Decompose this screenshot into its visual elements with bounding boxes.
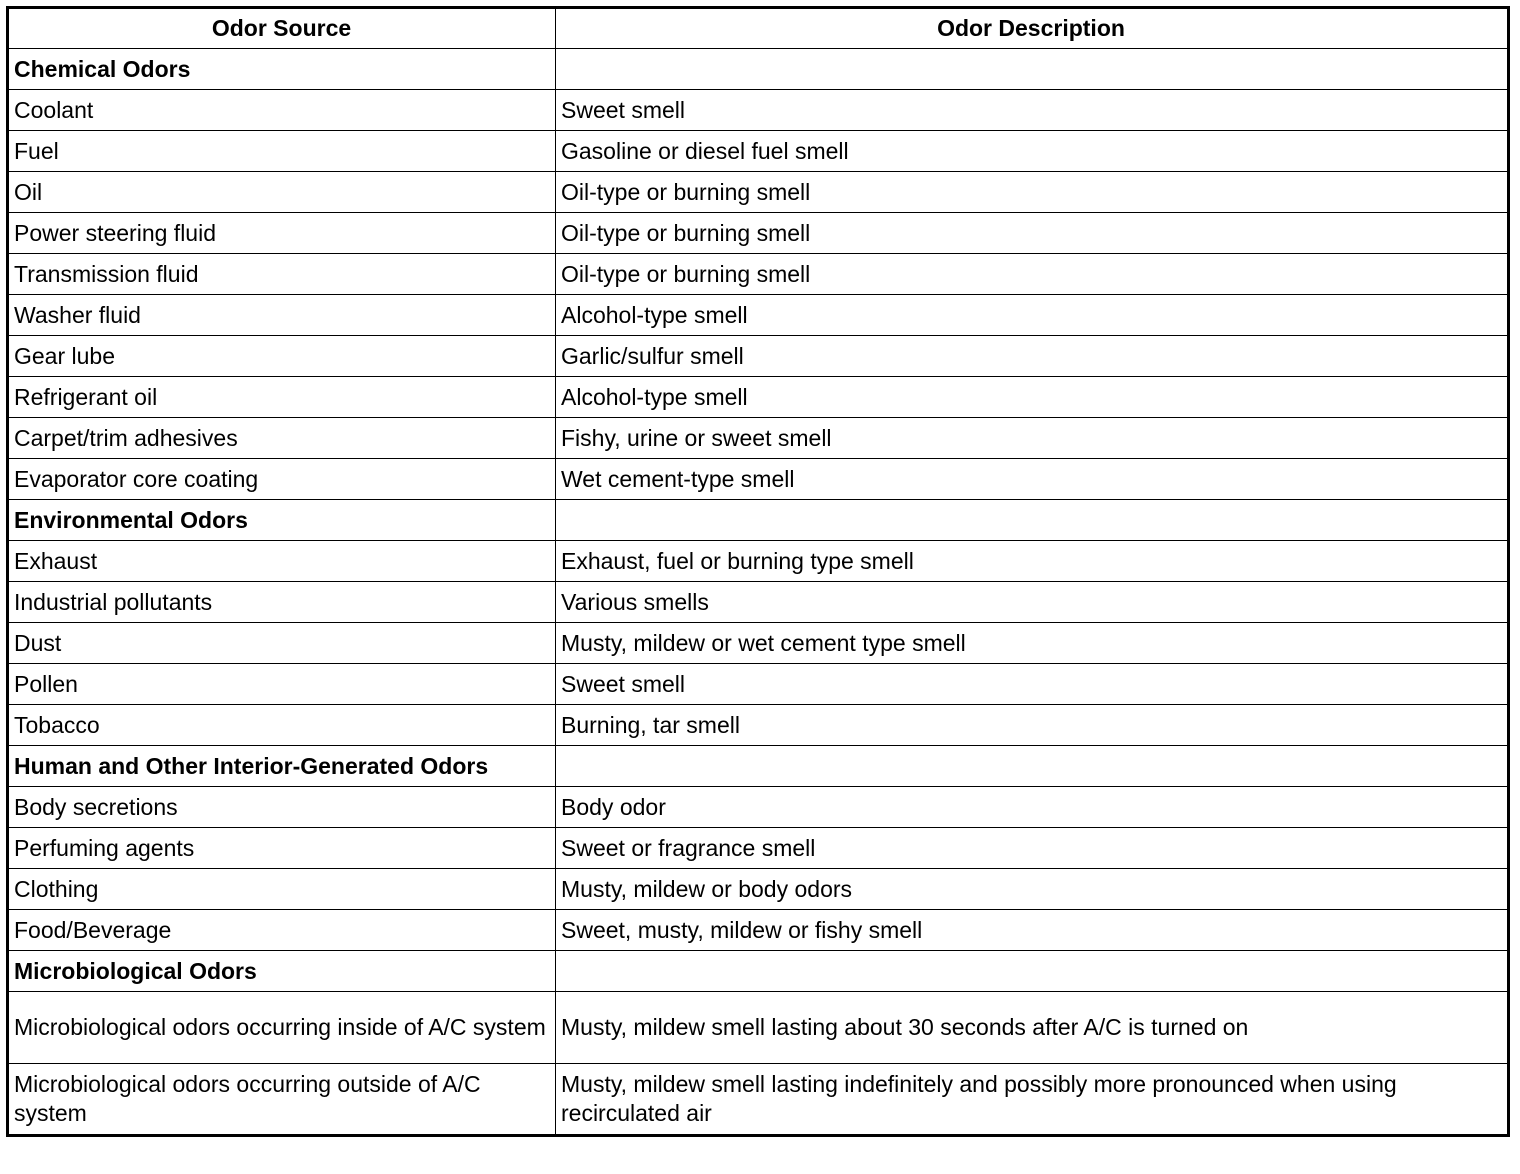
- odor-description-cell: [556, 500, 1509, 541]
- odor-description-cell: Alcohol-type smell: [556, 295, 1509, 336]
- odor-source-cell: Refrigerant oil: [8, 377, 556, 418]
- odor-description-cell: Burning, tar smell: [556, 705, 1509, 746]
- odor-description-cell: Alcohol-type smell: [556, 377, 1509, 418]
- table-row: [8, 336, 1509, 377]
- odor-source-cell: Microbiological odors occurring inside of A/C system: [8, 992, 556, 1064]
- table-row: [8, 90, 1509, 131]
- odor-source-cell: Food/Beverage: [8, 910, 556, 951]
- odor-source-cell: Fuel: [8, 131, 556, 172]
- odor-description-cell: Sweet smell: [556, 90, 1509, 131]
- odor-table: [6, 6, 1510, 1137]
- odor-description-cell: Sweet, musty, mildew or fishy smell: [556, 910, 1509, 951]
- odor-source-cell: Perfuming agents: [8, 828, 556, 869]
- odor-description-cell: Body odor: [556, 787, 1509, 828]
- table-row: [8, 131, 1509, 172]
- odor-description-cell: Oil-type or burning smell: [556, 213, 1509, 254]
- odor-source-cell: Microbiological odors occurring outside of A/C system: [8, 1064, 556, 1136]
- table-body: [8, 49, 1509, 1136]
- table-row: [8, 582, 1509, 623]
- table-row: [8, 1064, 1509, 1136]
- table-row: [8, 705, 1509, 746]
- section-heading: Human and Other Interior-Generated Odors: [8, 746, 556, 787]
- odor-source-cell: Pollen: [8, 664, 556, 705]
- odor-description-cell: [556, 49, 1509, 90]
- table-row: [8, 459, 1509, 500]
- odor-description-cell: Musty, mildew or wet cement type smell: [556, 623, 1509, 664]
- odor-source-cell: Body secretions: [8, 787, 556, 828]
- odor-description-cell: Exhaust, fuel or burning type smell: [556, 541, 1509, 582]
- section-row: [8, 951, 1509, 992]
- section-heading: Chemical Odors: [8, 49, 556, 90]
- odor-source-cell: Evaporator core coating: [8, 459, 556, 500]
- odor-description-cell: Fishy, urine or sweet smell: [556, 418, 1509, 459]
- odor-description-cell: Sweet smell: [556, 664, 1509, 705]
- header-odor-source: Odor Source: [8, 8, 556, 49]
- odor-description-cell: Musty, mildew smell lasting indefinitely and possibly more pronounced when using recirculated air: [556, 1064, 1509, 1136]
- table-row: [8, 869, 1509, 910]
- odor-source-cell: Dust: [8, 623, 556, 664]
- odor-source-cell: Carpet/trim adhesives: [8, 418, 556, 459]
- odor-source-cell: Transmission fluid: [8, 254, 556, 295]
- odor-description-cell: Various smells: [556, 582, 1509, 623]
- odor-source-cell: Oil: [8, 172, 556, 213]
- odor-description-cell: Oil-type or burning smell: [556, 254, 1509, 295]
- table-row: [8, 295, 1509, 336]
- section-row: [8, 500, 1509, 541]
- odor-description-cell: [556, 951, 1509, 992]
- section-row: [8, 49, 1509, 90]
- header-odor-description: Odor Description: [556, 8, 1509, 49]
- table-row: [8, 787, 1509, 828]
- table-row: [8, 213, 1509, 254]
- table-row: [8, 377, 1509, 418]
- odor-source-cell: Exhaust: [8, 541, 556, 582]
- odor-description-cell: Oil-type or burning smell: [556, 172, 1509, 213]
- odor-source-cell: Clothing: [8, 869, 556, 910]
- table-row: [8, 541, 1509, 582]
- table-row: [8, 418, 1509, 459]
- odor-description-cell: [556, 746, 1509, 787]
- table-row: [8, 992, 1509, 1064]
- odor-description-cell: Gasoline or diesel fuel smell: [556, 131, 1509, 172]
- table-row: [8, 828, 1509, 869]
- section-row: [8, 746, 1509, 787]
- section-heading: Environmental Odors: [8, 500, 556, 541]
- odor-source-cell: Tobacco: [8, 705, 556, 746]
- table-row: [8, 910, 1509, 951]
- odor-source-cell: Gear lube: [8, 336, 556, 377]
- odor-description-cell: Musty, mildew or body odors: [556, 869, 1509, 910]
- table-row: [8, 623, 1509, 664]
- odor-source-cell: Washer fluid: [8, 295, 556, 336]
- odor-source-cell: Coolant: [8, 90, 556, 131]
- section-heading: Microbiological Odors: [8, 951, 556, 992]
- odor-description-cell: Sweet or fragrance smell: [556, 828, 1509, 869]
- table-row: [8, 172, 1509, 213]
- odor-description-cell: Garlic/sulfur smell: [556, 336, 1509, 377]
- odor-source-cell: Industrial pollutants: [8, 582, 556, 623]
- odor-source-cell: Power steering fluid: [8, 213, 556, 254]
- table-row: [8, 254, 1509, 295]
- table-row: [8, 664, 1509, 705]
- odor-description-cell: Wet cement-type smell: [556, 459, 1509, 500]
- odor-description-cell: Musty, mildew smell lasting about 30 seconds after A/C is turned on: [556, 992, 1509, 1064]
- table-header-row: [8, 8, 1509, 49]
